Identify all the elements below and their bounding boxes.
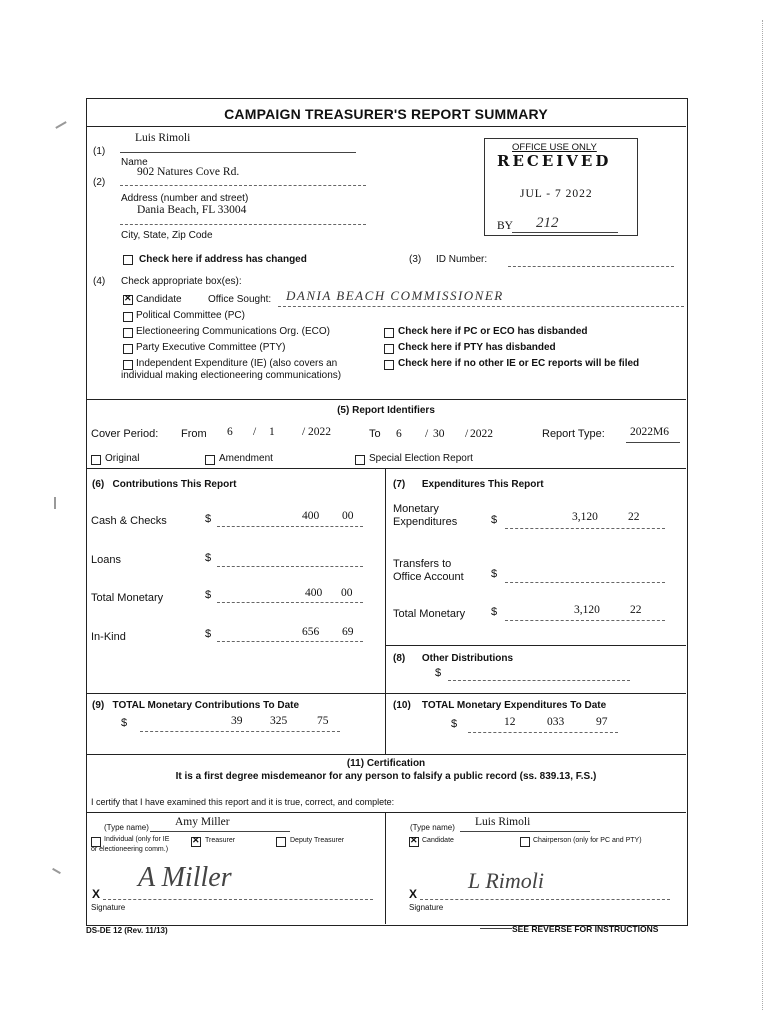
certification-divider xyxy=(86,812,686,813)
individual-label-line2: or electioneering comm.) xyxy=(91,846,169,853)
section-10-underline xyxy=(468,732,618,733)
pc-label: Political Committee (PC) xyxy=(136,310,245,321)
candidate-checkbox[interactable] xyxy=(123,295,133,305)
individual-label-line1: Individual (only for IE xyxy=(104,836,170,843)
title-divider xyxy=(86,126,686,127)
pty-disbanded-checkbox[interactable] xyxy=(384,344,394,354)
section-5-divider xyxy=(86,468,686,469)
inkind-dollar: $ xyxy=(205,628,212,640)
section-11-heading: (11) Certification xyxy=(346,758,426,769)
candidate-label: Candidate xyxy=(136,294,182,305)
section-7-heading: (7) Expenditures This Report xyxy=(393,479,544,490)
transfers-underline xyxy=(505,582,665,583)
monetary-expenditures-value: 3,120 xyxy=(572,511,598,523)
name-label: Name xyxy=(121,157,148,168)
name-value: Luis Rimoli xyxy=(135,132,191,144)
transfers-dollar: $ xyxy=(491,568,498,580)
from-day: 1 xyxy=(269,426,275,438)
other-distributions-dollar: $ xyxy=(435,667,442,679)
section-10-heading: (10) TOTAL Monetary Expenditures To Date xyxy=(393,700,607,711)
inkind-value: 656 xyxy=(302,626,320,638)
deputy-treasurer-label: Deputy Treasurer xyxy=(290,837,345,844)
office-sought-value: DANIA BEACH COMMISSIONER xyxy=(286,288,504,303)
pc-disbanded-checkbox[interactable] xyxy=(384,328,394,338)
treasurer-name: Amy Miller xyxy=(175,816,230,828)
special-election-checkbox[interactable] xyxy=(355,455,365,465)
section-6-heading: (6) Contributions This Report xyxy=(92,479,237,490)
report-type-label: Report Type: xyxy=(542,428,605,440)
treasurer-name-underline xyxy=(150,831,290,832)
total-monetary-cents: 00 xyxy=(341,587,353,599)
pty-label: Party Executive Committee (PTY) xyxy=(136,342,286,353)
chairperson-label: Chairperson (only for PC and PTY) xyxy=(533,837,642,844)
section-6-bottom-divider xyxy=(86,693,686,694)
monetary-expenditures-underline xyxy=(505,528,665,529)
report-type-underline xyxy=(626,442,680,443)
candidate-name-underline xyxy=(460,831,590,832)
scan-edge-right xyxy=(762,20,763,1010)
section-9-dollar: $ xyxy=(121,717,128,729)
ie-label-line2: individual making electioneering communications) xyxy=(121,370,342,381)
treasurer-signature-underline xyxy=(103,899,373,900)
candidate-x-mark: X xyxy=(409,887,418,901)
cash-underline xyxy=(217,526,363,527)
field-1-number: (1) xyxy=(93,146,106,157)
no-other-reports-label: Check here if no other IE or EC reports will be filed xyxy=(398,358,640,369)
ie-checkbox[interactable] xyxy=(123,360,133,370)
section-9-cents: 75 xyxy=(317,715,329,727)
cover-period-label: Cover Period: xyxy=(91,428,159,440)
special-election-label: Special Election Report xyxy=(369,453,473,464)
form-title: CAMPAIGN TREASURER'S REPORT SUMMARY xyxy=(224,106,548,122)
certify-candidate-label: Candidate xyxy=(422,837,454,844)
address-changed-checkbox[interactable] xyxy=(123,255,133,265)
see-reverse-arrow-line xyxy=(480,928,512,929)
expenditures-total-cents: 22 xyxy=(630,604,642,616)
ie-label-line1: Independent Expenditure (IE) (also covers an xyxy=(136,358,338,369)
received-stamp-text: RECEIVED xyxy=(497,152,612,170)
form-id: DS-DE 12 (Rev. 11/13) xyxy=(86,926,168,935)
section-9-thousands: 39 xyxy=(231,715,243,727)
loans-dollar: $ xyxy=(205,552,212,564)
address-underline xyxy=(120,185,366,186)
to-year: 2022 xyxy=(470,428,493,440)
scan-mark-left-1 xyxy=(55,121,66,129)
section-9-bottom-divider xyxy=(86,754,686,755)
total-monetary-underline xyxy=(217,602,363,603)
eco-checkbox[interactable] xyxy=(123,328,133,338)
inkind-label: In-Kind xyxy=(91,631,126,643)
section-4-divider xyxy=(86,399,686,400)
treasurer-type-name-label: (Type name) xyxy=(104,823,149,832)
monetary-expenditures-dollar: $ xyxy=(491,514,498,526)
to-label: To xyxy=(369,428,381,440)
no-other-reports-checkbox[interactable] xyxy=(384,360,394,370)
pty-disbanded-label: Check here if PTY has disbanded xyxy=(398,342,556,353)
section-8-top-divider xyxy=(385,645,686,646)
city-label: City, State, Zip Code xyxy=(121,230,213,241)
to-month: 6 xyxy=(396,428,402,440)
loans-label: Loans xyxy=(91,554,121,566)
inkind-cents: 69 xyxy=(342,626,354,638)
candidate-signature: L Rimoli xyxy=(468,868,545,893)
name-underline xyxy=(120,152,356,153)
candidate-type-name-label: (Type name) xyxy=(410,823,455,832)
field-3-number: (3) xyxy=(409,254,422,265)
from-year: 2022 xyxy=(308,426,331,438)
id-number-underline xyxy=(508,266,674,267)
expenditures-total-label: Total Monetary xyxy=(393,608,466,620)
candidate-name: Luis Rimoli xyxy=(475,816,531,828)
field-2-number: (2) xyxy=(93,177,106,188)
section-10-cents: 97 xyxy=(596,716,608,728)
expenditures-total-value: 3,120 xyxy=(574,604,600,616)
transfers-line2: Office Account xyxy=(393,571,464,583)
pc-disbanded-label: Check here if PC or ECO has disbanded xyxy=(398,326,588,337)
cash-cents: 00 xyxy=(342,510,354,522)
candidate-signature-underline xyxy=(420,899,670,900)
section-9-heading: (9) TOTAL Monetary Contributions To Date xyxy=(92,700,300,711)
amendment-checkbox[interactable] xyxy=(205,455,215,465)
amendment-label: Amendment xyxy=(219,453,273,464)
office-sought-label: Office Sought: xyxy=(208,294,272,305)
section-9-underline xyxy=(140,731,340,732)
received-by-value: 212 xyxy=(536,215,559,231)
from-label: From xyxy=(181,428,207,440)
id-number-label: ID Number: xyxy=(436,254,488,265)
certification-statement: I certify that I have examined this report and it is true, correct, and complete: xyxy=(91,797,395,807)
section-4-number: (4) xyxy=(93,276,106,287)
original-label: Original xyxy=(105,453,140,464)
scan-mark-left-2 xyxy=(54,497,56,509)
pty-checkbox[interactable] xyxy=(123,344,133,354)
address-label: Address (number and street) xyxy=(121,193,249,204)
received-by-label: BY xyxy=(497,220,513,232)
cash-value: 400 xyxy=(302,510,320,522)
expenditures-total-underline xyxy=(505,620,665,621)
section-9-hundreds: 325 xyxy=(270,715,288,727)
city-value: Dania Beach, FL 33004 xyxy=(137,204,247,216)
loans-underline xyxy=(217,566,363,567)
monetary-expenditures-line2: Expenditures xyxy=(393,516,458,528)
report-type-value: 2022M6 xyxy=(630,426,669,438)
from-slash-1: / xyxy=(253,426,257,438)
other-distributions-underline xyxy=(448,680,630,681)
address-value: 902 Natures Cove Rd. xyxy=(137,166,240,178)
received-date: JUL - 7 2022 xyxy=(520,188,593,200)
total-monetary-dollar: $ xyxy=(205,589,212,601)
chairperson-checkbox[interactable] xyxy=(520,837,530,847)
cash-dollar: $ xyxy=(205,513,212,525)
section-4-heading: Check appropriate box(es): xyxy=(121,276,242,287)
inkind-underline xyxy=(217,641,363,642)
candidate-signature-label: Signature xyxy=(409,903,444,912)
office-sought-underline xyxy=(278,306,684,307)
pc-checkbox[interactable] xyxy=(123,312,133,322)
total-monetary-label: Total Monetary xyxy=(91,592,164,604)
deputy-treasurer-checkbox[interactable] xyxy=(276,837,286,847)
treasurer-checkbox[interactable] xyxy=(191,837,201,847)
received-by-underline xyxy=(512,232,618,233)
see-reverse-instructions: SEE REVERSE FOR INSTRUCTIONS xyxy=(512,924,659,934)
city-underline xyxy=(120,224,366,225)
to-slash-2: / xyxy=(465,428,469,440)
to-slash-1: / xyxy=(425,428,429,440)
monetary-expenditures-cents: 22 xyxy=(628,511,640,523)
section-8-heading: (8) Other Distributions xyxy=(393,653,514,664)
original-checkbox[interactable] xyxy=(91,455,101,465)
cash-label: Cash & Checks xyxy=(91,515,167,527)
certify-candidate-checkbox[interactable] xyxy=(409,837,419,847)
treasurer-signature: A Miller xyxy=(138,862,232,893)
transfers-line1: Transfers to xyxy=(393,558,452,570)
treasurer-label: Treasurer xyxy=(205,837,236,844)
treasurer-signature-label: Signature xyxy=(91,903,126,912)
eco-label: Electioneering Communications Org. (ECO) xyxy=(136,326,330,337)
column-divider-lower xyxy=(385,812,386,924)
certification-warning: It is a first degree misdemeanor for any person to falsify a public record (ss. 839.13, F.S.) xyxy=(175,771,597,782)
from-slash-2: / xyxy=(302,426,306,438)
section-5-heading: (5) Report Identifiers xyxy=(337,405,435,416)
section-10-hundreds: 033 xyxy=(547,716,565,728)
expenditures-total-dollar: $ xyxy=(491,606,498,618)
scan-mark-left-3 xyxy=(52,868,61,874)
total-monetary-value: 400 xyxy=(305,587,323,599)
from-month: 6 xyxy=(227,426,233,438)
section-10-dollar: $ xyxy=(451,718,458,730)
section-10-thousands: 12 xyxy=(504,716,516,728)
treasurer-x-mark: X xyxy=(92,887,101,901)
monetary-expenditures-line1: Monetary xyxy=(393,503,439,515)
column-divider-upper xyxy=(385,468,386,754)
to-day: 30 xyxy=(433,428,445,440)
office-use-only: OFFICE USE ONLY xyxy=(512,142,597,153)
address-changed-label: Check here if address has changed xyxy=(139,254,307,265)
